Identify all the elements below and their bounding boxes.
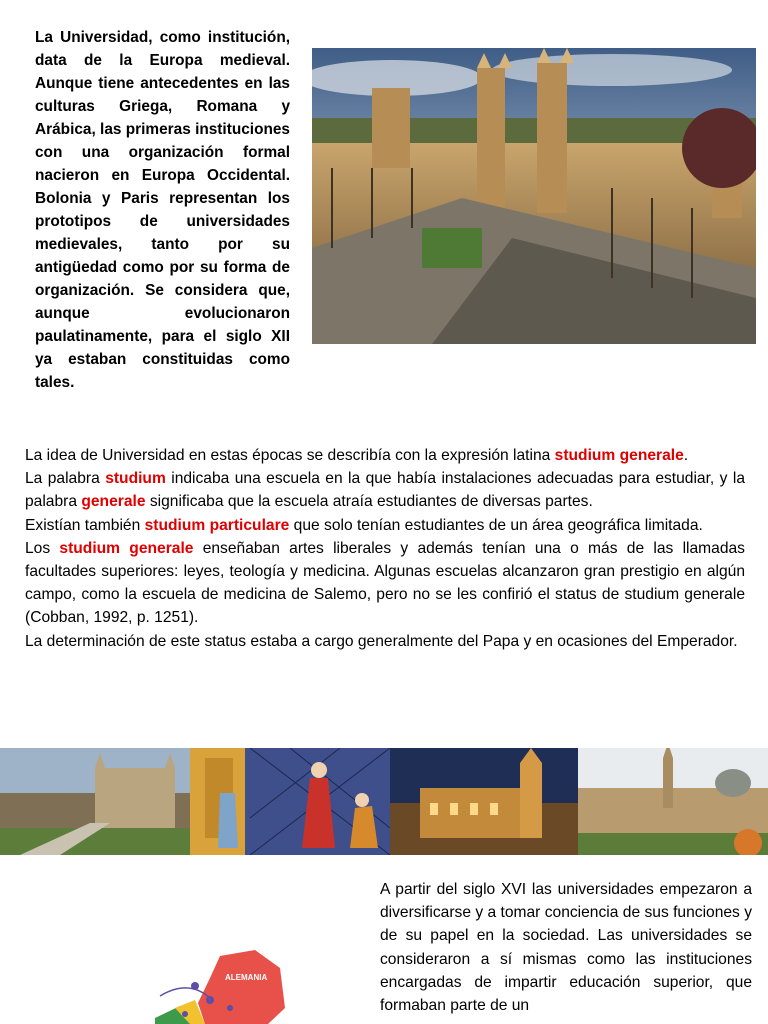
paragraph-palabra-studium	[25, 467, 745, 513]
text-segment: significaba que la escuela atraía estudiantes de diversas partes.	[145, 493, 593, 511]
highlight-term: studium	[105, 470, 166, 488]
text-segment: La idea de Universidad en estas épocas se describía con la expresión latina	[25, 447, 555, 464]
paragraph-determinacion: La determinación de este status estaba a cargo generalmente del Papa y en ocasiones del Emperador.	[25, 632, 738, 650]
medieval-illustration	[190, 748, 390, 855]
highlight-term: generale	[81, 493, 146, 511]
text-segment: indicaba una escuela en la que había instalaciones adecuadas para estudiar, y la palabra	[25, 470, 746, 511]
salamanca-night-photo	[390, 748, 578, 855]
paragraph-studium-generale	[25, 444, 745, 467]
text-segment: enseñaban artes liberales y además tenían una o más de las llamadas facultades superiores: leyes, teología y medicina. Algunas escuelas alcanzaron gran prestigio en algún campo, como la escuela de medicina de Salemo, pero no se les confirió el status de studium generale (Cobban, 1992, p. 1251).	[25, 539, 745, 627]
paragraph-studium-particulare	[25, 514, 745, 537]
text-segment: .	[683, 447, 689, 464]
text-segment: Existían también	[25, 516, 145, 534]
paragraph-artes-liberales	[25, 537, 745, 630]
oxford-university-photo	[312, 48, 756, 344]
kings-college-photo	[0, 748, 190, 855]
text-segment: La palabra	[25, 470, 106, 488]
text-segment: Los	[25, 539, 60, 557]
oxford-skyline-photo	[578, 748, 768, 855]
map-country-label: ALEMANIA	[225, 973, 268, 982]
body-text	[25, 444, 745, 653]
lower-paragraph: A partir del siglo XVI las universidades empezaron a diversificarse y a tomar conciencia de sus funciones y de su papel en la sociedad. Las universidades se consideraron a sí mismas como las instituciones encargadas de impartir educación superior, que formaban parte de un	[380, 881, 752, 1015]
highlight-term: studium generale	[59, 539, 194, 557]
intro-paragraph: La Universidad, como institución, data de la Europa medieval. Aunque tiene antecedentes en las culturas Griega, Romana y Arábica, las primeras instituciones con una organización formal nacieron en Europa Occidental. Bolonia y Paris representan los prototipos de universidades medievales, tanto por su antigüedad como por su forma de organización. Se considera que, aunque evolucionaron paulatinamente, para el siglo XII ya estaban constituidas como tales.	[35, 29, 290, 391]
text-segment: que solo tenían estudiantes de un área geográfica limitada.	[289, 516, 703, 534]
highlight-term: studium generale	[554, 447, 684, 464]
highlight-term: studium particulare	[144, 516, 290, 534]
image-strip	[0, 748, 768, 855]
europe-map-figure	[150, 948, 290, 1024]
